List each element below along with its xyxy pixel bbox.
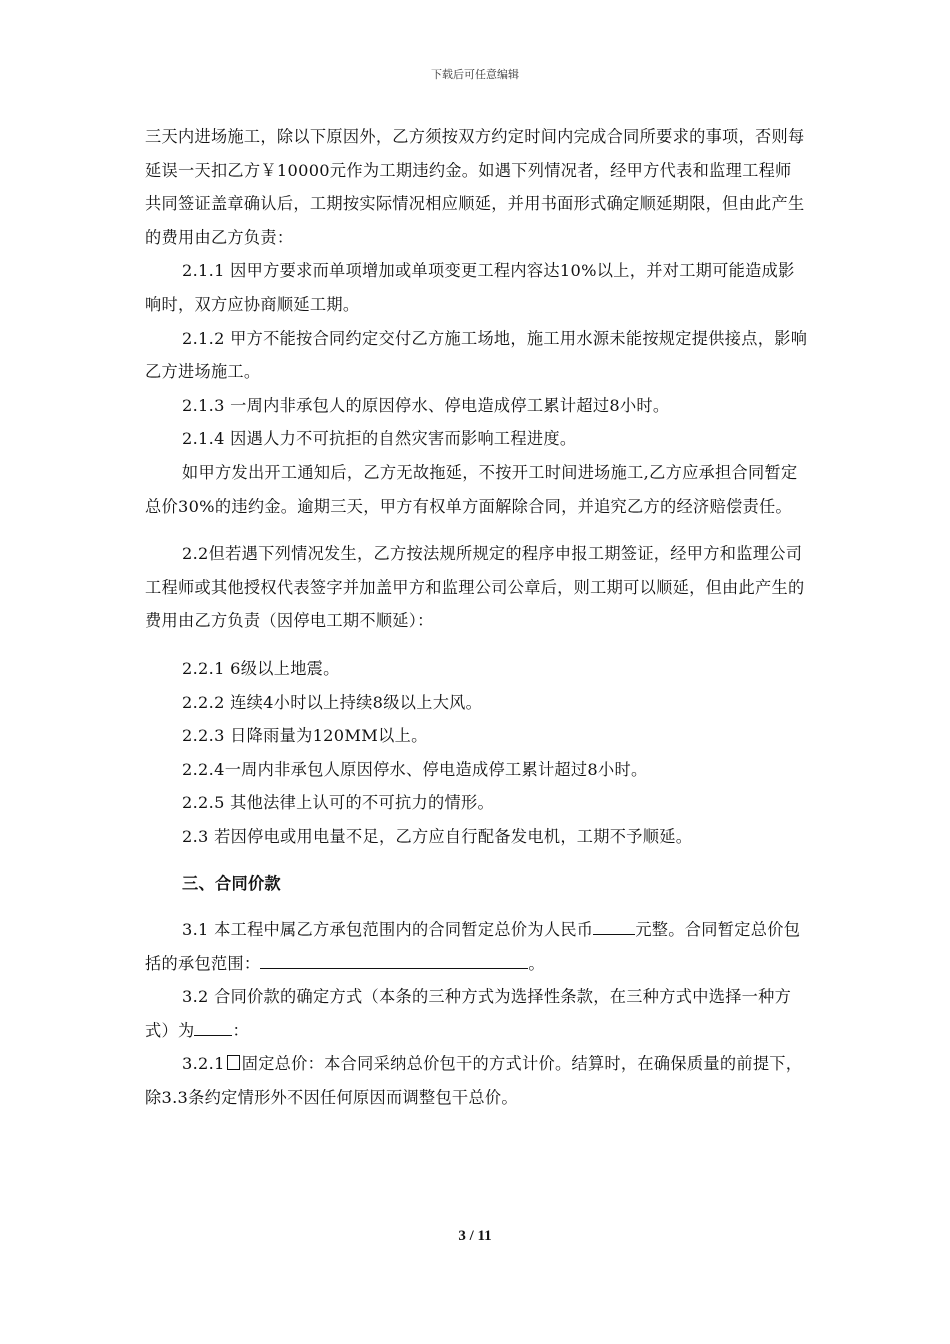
page-current: 3 [458,1228,466,1244]
clause-2-2-1: 2.2.1 6级以上地震。 [182,658,340,678]
page-number [0,1228,950,1245]
clause-2-1-3: 2.1.3 一周内非承包人的原因停水、停电造成停工累计超过8小时。 [182,395,670,415]
blank-contract-scope[interactable] [260,968,528,969]
page-total: 11 [477,1228,492,1244]
paragraph-start-delay: 如甲方发出开工通知后，乙方无故拖延，不按开工时间进场施工,乙方应承担合同暂定总价30%的违约金。逾期三天，甲方有权单方面解除合同，并追究乙方的经济赔偿责任。 [145,462,798,516]
clause-2-2-5: 2.2.5 其他法律上认可的不可抗力的情形。 [182,793,494,813]
clause-3-2 [145,980,808,1047]
clause-3-1 [145,913,808,980]
clause-3-2-text-b: ： [232,1020,249,1040]
clause-3-2-1-number: 3.2.1 [182,1054,225,1074]
clause-2-2-3: 2.2.3 日降雨量为120MM以上。 [182,726,428,746]
document-body [145,120,808,1115]
clause-2-1-4: 2.1.4 因遇人力不可抗拒的自然灾害而影响工程进度。 [182,429,577,449]
page-header: 下载后可任意编辑 [431,68,519,81]
page-separator: / [465,1228,478,1244]
fixed-price-checkbox[interactable] [227,1055,240,1070]
clause-3-2-1-text: 固定总价：本合同采纳总价包干的方式计价。结算时，在确保质量的前提下，除3.3条约定情形外不因任何原因而调整包干总价。 [145,1054,803,1108]
clause-3-1-text-b: 元整。合同暂定总价包括的承包范围： [145,920,801,973]
clause-2-1-1: 2.1.1 因甲方要求而单项增加或单项变更工程内容达10%以上，并对工期可能造成影响时，双方应协商顺延工期。 [145,261,795,314]
clause-2-2: 2.2但若遇下列情况发生，乙方按法规所规定的程序申报工期签证，经甲方和监理公司工程师或其他授权代表签字并加盖甲方和监理公司公章后，则工期可以顺延，但由此产生的费用由乙方负责（因停电工期不顺延）： [145,544,805,631]
blank-price-amount[interactable] [593,934,635,935]
section-heading-contract-price: 三、合同价款 [182,874,281,894]
paragraph-schedule-penalty: 三天内进场施工，除以下原因外，乙方须按双方约定时间内完成合同所要求的事项，否则每延误一天扣乙方￥10000元作为工期违约金。如遇下列情况者，经甲方代表和监理工程师共同签证盖章确认后，工期按实际情况相应顺延，并用书面形式确定顺延期限，但由此产生的费用由乙方负责： [145,127,805,247]
clause-2-2-2: 2.2.2 连续4小时以上持续8级以上大风。 [182,692,483,712]
clause-2-1-2: 2.1.2 甲方不能按合同约定交付乙方施工场地，施工用水源未能按规定提供接点，影响乙方进场施工。 [145,328,808,382]
clause-3-1-text-a: 3.1 本工程中属乙方承包范围内的合同暂定总价为人民币 [182,920,594,940]
blank-price-method[interactable] [194,1035,232,1036]
clause-3-1-text-c: 。 [528,953,545,973]
clause-2-3: 2.3 若因停电或用电量不足，乙方应自行配备发电机，工期不予顺延。 [182,826,693,846]
clause-2-2-4: 2.2.4一周内非承包人原因停水、停电造成停工累计超过8小时。 [182,759,648,779]
clause-3-2-1 [145,1047,808,1114]
clause-3-2-text-a: 3.2 合同价款的确定方式（本条的三种方式为选择性条款，在三种方式中选择一种方式）为 [145,987,792,1040]
